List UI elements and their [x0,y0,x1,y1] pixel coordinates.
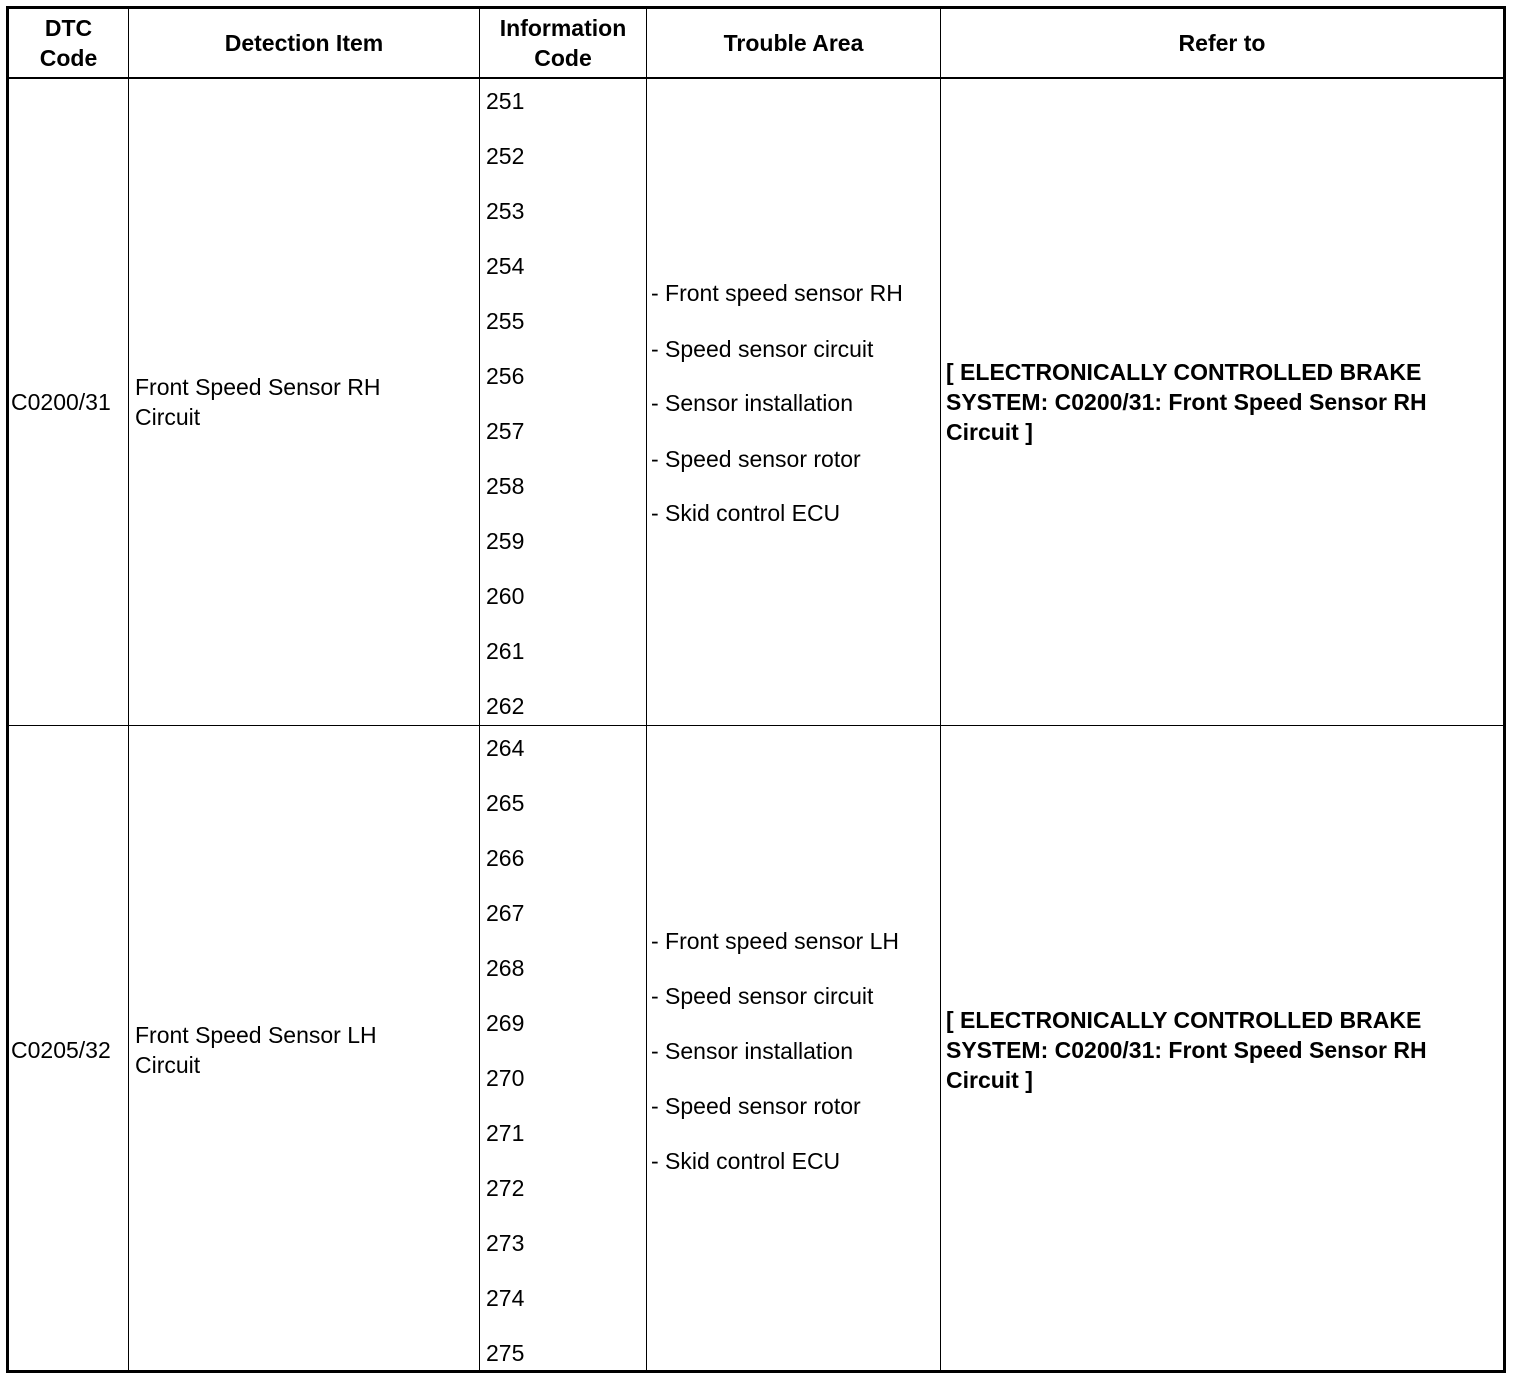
row1-trouble-area: - Speed sensor circuit [651,336,874,362]
row1-detection-item: Front Speed Sensor RH Circuit [135,374,381,430]
row1-dtc-code: C0200/31 [11,389,111,415]
row2-trouble-area: - Speed sensor rotor [651,1093,861,1119]
col-divider-2 [479,6,480,1373]
row2-trouble-area: - Front speed sensor LH [651,928,900,954]
row2-info-code: 269 [486,1010,525,1036]
row1-info-code: 259 [486,528,525,554]
row1-info-code: 258 [486,473,525,499]
header-dtc-code: DTC Code [39,15,98,71]
row1-refer-link[interactable]: [ ELECTRONICALLY CONTROLLED BRAKE SYSTEM: C0200/31: Front Speed Sensor RH Circuit ] [946,359,1427,445]
row2-info-code: 270 [486,1065,525,1091]
row1-trouble-area: - Skid control ECU [651,500,841,526]
row2-info-code: 264 [486,735,525,761]
header-divider [6,77,1506,79]
row2-info-code: 267 [486,900,525,926]
row2-info-code: 273 [486,1230,525,1256]
header-trouble-area: Trouble Area [723,30,864,56]
col-divider-4 [940,6,941,1373]
row1-info-code: 252 [486,143,525,169]
row2-trouble-area: - Skid control ECU [651,1148,841,1174]
row2-info-code: 274 [486,1285,525,1311]
row2-info-code: 272 [486,1175,525,1201]
row2-info-code: 275 [486,1340,525,1366]
row1-info-code: 256 [486,363,525,389]
row1-trouble-area: - Front speed sensor RH [651,280,903,306]
row1-info-code: 254 [486,253,525,279]
row1-info-code: 253 [486,198,525,224]
row2-info-code: 268 [486,955,525,981]
col-divider-1 [128,6,129,1373]
row2-detection-item: Front Speed Sensor LH Circuit [135,1022,377,1078]
row1-trouble-area: - Sensor installation [651,390,853,416]
row2-refer-link[interactable]: [ ELECTRONICALLY CONTROLLED BRAKE SYSTEM: C0200/31: Front Speed Sensor RH Circuit ] [946,1007,1427,1093]
row1-info-code: 255 [486,308,525,334]
row1-info-code: 257 [486,418,525,444]
row2-info-code: 265 [486,790,525,816]
row1-info-code: 260 [486,583,525,609]
row2-trouble-area: - Speed sensor circuit [651,983,874,1009]
row2-info-code: 266 [486,845,525,871]
header-refer-to: Refer to [1178,30,1266,56]
col-divider-3 [646,6,647,1373]
row-divider [6,725,1506,726]
row1-trouble-area: - Speed sensor rotor [651,446,861,472]
row2-trouble-area: - Sensor installation [651,1038,853,1064]
row2-info-code: 271 [486,1120,525,1146]
row1-info-code: 262 [486,693,525,719]
header-detection-item: Detection Item [224,30,384,56]
row2-dtc-code: C0205/32 [11,1037,111,1063]
row1-info-code: 251 [486,88,525,114]
header-information-code: Information Code [499,15,627,71]
row1-info-code: 261 [486,638,525,664]
